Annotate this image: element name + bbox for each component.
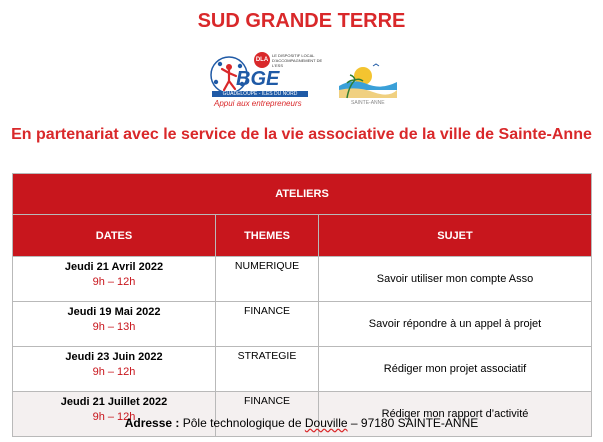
date-text: Jeudi 21 Avril 2022 bbox=[64, 261, 164, 273]
partnership-subtitle: En partenariat avec le service de la vie associative de la ville de Sainte-Anne bbox=[11, 126, 592, 143]
theme-cell: FINANCE bbox=[216, 302, 319, 347]
dla-caption: LE DISPOSITIF LOCAL D'ACCOMPAGNEMENT DE L'ESS bbox=[272, 53, 323, 68]
date-text: Jeudi 23 Juin 2022 bbox=[65, 351, 163, 363]
sujet-cell: Rédiger mon rapport d’activité bbox=[319, 392, 592, 437]
theme-cell: STRATEGIE bbox=[216, 347, 319, 392]
theme-cell: FINANCE bbox=[216, 392, 319, 437]
sujet-cell: Savoir utiliser mon compte Asso bbox=[319, 257, 592, 302]
address-label: Adresse : bbox=[124, 416, 180, 430]
table-row bbox=[13, 302, 592, 347]
column-header-sujet: SUJET bbox=[319, 215, 592, 257]
date-cell bbox=[13, 257, 216, 302]
date-text: Jeudi 19 Mai 2022 bbox=[67, 306, 161, 318]
date-text: Jeudi 21 Juillet 2022 bbox=[60, 396, 168, 408]
date-cell bbox=[13, 347, 216, 392]
logos-area bbox=[0, 50, 603, 122]
sujet-cell: Savoir répondre à un appel à projet bbox=[319, 302, 592, 347]
date-cell bbox=[13, 302, 216, 347]
hours-text: 9h – 12h bbox=[92, 411, 136, 423]
table-title: ATELIERS bbox=[13, 174, 592, 215]
table-title-row bbox=[13, 174, 592, 215]
address-line bbox=[0, 416, 603, 430]
address-text-after: – 97180 SAINTE-ANNE bbox=[347, 416, 479, 430]
hours-text: 9h – 12h bbox=[92, 276, 136, 288]
table-header-row bbox=[13, 215, 592, 257]
beach-icon bbox=[333, 60, 399, 102]
bge-region: GUADELOUPE - ÎLES DU NORD bbox=[212, 91, 308, 97]
address-text-before: Pôle technologique de bbox=[182, 416, 305, 430]
sainte-anne-caption: SAINTE-ANNE bbox=[351, 100, 385, 106]
column-header-dates: DATES bbox=[13, 215, 216, 257]
bge-tagline: Appui aux entrepreneurs bbox=[214, 99, 302, 108]
ateliers-table bbox=[12, 173, 592, 437]
hours-text: 9h – 13h bbox=[92, 321, 136, 333]
bge-wordmark: BGE bbox=[236, 68, 280, 90]
address-place: Douville bbox=[304, 416, 348, 430]
table-row bbox=[13, 347, 592, 392]
dla-badge: DLA bbox=[254, 52, 270, 68]
bge-logo bbox=[208, 50, 333, 116]
sujet-cell: Rédiger mon projet associatif bbox=[319, 347, 592, 392]
table-row bbox=[13, 257, 592, 302]
page-title: SUD GRANDE TERRE bbox=[197, 10, 406, 32]
sainte-anne-logo bbox=[333, 60, 399, 110]
column-header-themes: THEMES bbox=[216, 215, 319, 257]
theme-cell: NUMERIQUE bbox=[216, 257, 319, 302]
hours-text: 9h – 12h bbox=[92, 366, 136, 378]
